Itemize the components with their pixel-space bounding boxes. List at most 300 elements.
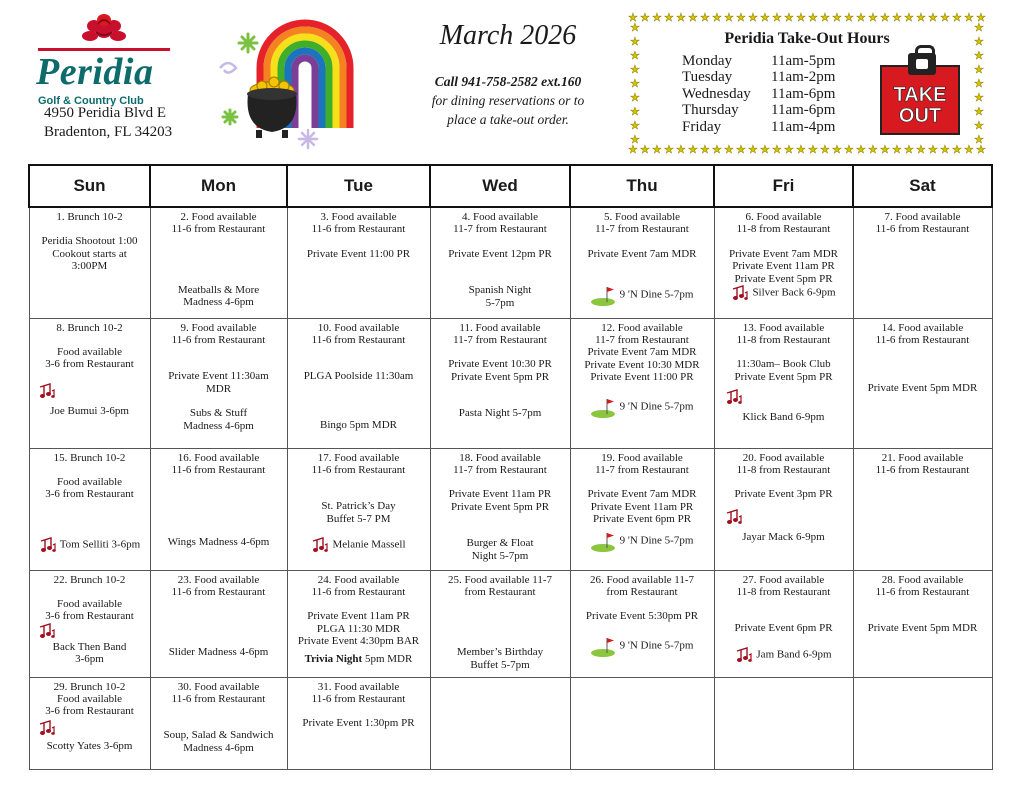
cell-line: Private Event 7am MDR — [587, 488, 697, 501]
star-icon: ★ — [736, 144, 746, 156]
empty-day-cell — [430, 677, 570, 769]
cell-line: Buffet 5-7pm — [470, 658, 530, 671]
cell-line: Private Event 7am MDR — [587, 346, 697, 359]
day-cell-3 — [287, 207, 430, 318]
star-icon: ★ — [676, 12, 686, 24]
day-cell-12 — [570, 318, 714, 448]
cell-line: Madness 4-6pm — [183, 741, 254, 754]
cell-line: Private Event 11am PR — [448, 488, 552, 501]
cell-line: 9 'N Dine 5-7pm — [573, 530, 712, 552]
star-icon: ★ — [736, 12, 746, 24]
weekday-wed: Wed — [430, 165, 570, 207]
cell-line: 9 'N Dine 5-7pm — [573, 396, 712, 418]
cell-line: 11-6 from Restaurant — [171, 333, 266, 346]
cell-line: 11-8 from Restaurant — [736, 463, 831, 476]
star-icon: ★ — [880, 144, 890, 156]
star-icon: ★ — [688, 144, 698, 156]
hours-time: 11am-4pm — [771, 118, 836, 135]
star-icon: ★ — [808, 12, 818, 24]
empty-day-cell — [714, 677, 853, 769]
day-cell-4 — [430, 207, 570, 318]
cell-line: 11-6 from Restaurant — [875, 585, 970, 598]
cell-line: 11-6 from Restaurant — [311, 585, 406, 598]
cell-line: 11-6 from Restaurant — [171, 463, 266, 476]
calendar-grid — [28, 164, 993, 770]
call-phone: Call 941-758-2582 ext.160 — [434, 74, 582, 89]
cell-line: 24. Food available — [317, 573, 400, 586]
cell-line: 3:00PM — [71, 260, 108, 273]
cell-line: 11-6 from Restaurant — [311, 333, 406, 346]
cell-line: 3. Food available — [320, 211, 397, 223]
cell-line: Tom Selliti 3-6pm — [32, 537, 148, 553]
cell-line: Private Event 5:30pm PR — [585, 610, 699, 623]
cell-line: 11:30am– Book Club — [736, 358, 831, 371]
cell-line: 27. Food available — [742, 573, 825, 586]
star-icon: ★ — [916, 144, 926, 156]
weekday-mon: Mon — [150, 165, 287, 207]
golf-flag-icon — [591, 635, 617, 657]
star-icon: ★ — [856, 12, 866, 24]
badge-line-2: OUT — [898, 105, 942, 127]
star-icon: ★ — [796, 144, 806, 156]
star-icon: ★ — [700, 144, 710, 156]
cell-line: 2. Food available — [180, 211, 257, 223]
cell-line: 11-7 from Restaurant — [595, 333, 689, 346]
hours-day: Wednesday — [682, 85, 751, 102]
cell-line: Private Event 5pm MDR — [867, 622, 978, 635]
cell-line: 28. Food available — [881, 573, 964, 586]
star-icon: ★ — [844, 12, 854, 24]
cell-line: 11-7 from Restaurant — [453, 223, 547, 236]
day-cell-23 — [150, 570, 287, 677]
cell-line: Klick Band 6-9pm — [742, 411, 825, 424]
day-cell-31 — [287, 677, 430, 769]
cell-line: Private Event 11am PR — [590, 500, 694, 513]
cell-line: 11-8 from Restaurant — [736, 585, 831, 598]
day-cell-17 — [287, 448, 430, 570]
cell-line: 7. Food available — [884, 211, 961, 223]
takeout-badge-text — [882, 85, 958, 127]
cell-line: Joe Bumui 3-6pm — [50, 404, 129, 417]
cell-line: Private Event 10:30 MDR — [584, 358, 700, 371]
star-icon: ★ — [974, 22, 984, 34]
day-cell-21 — [853, 448, 992, 570]
day-cell-19 — [570, 448, 714, 570]
day-cell-5 — [570, 207, 714, 318]
star-icon: ★ — [808, 144, 818, 156]
week-row — [29, 448, 992, 570]
star-icon: ★ — [630, 64, 640, 76]
week-row — [29, 677, 992, 769]
cell-line: St. Patrick’s Day — [321, 500, 396, 513]
star-icon: ★ — [916, 12, 926, 24]
star-icon: ★ — [974, 36, 984, 48]
cell-line: PLGA 11:30 MDR — [316, 622, 401, 635]
cell-line: Food available — [56, 692, 123, 705]
cell-line: Private Event 6pm PR — [592, 513, 692, 526]
cell-line: Wings Madness 4-6pm — [167, 536, 270, 549]
cell-line: 3-6 from Restaurant — [45, 705, 134, 718]
cell-line: Private Event 11am PR — [732, 260, 835, 273]
cell-line: 21. Food available — [881, 451, 964, 464]
badge-line-1: TAKE — [893, 84, 947, 106]
star-icon: ★ — [820, 144, 830, 156]
day-cell-7 — [853, 207, 992, 318]
music-notes-icon — [38, 623, 56, 639]
cell-line: Silver Back 6-9pm — [717, 285, 851, 301]
day-cell-26 — [570, 570, 714, 677]
star-icon: ★ — [784, 12, 794, 24]
star-icon: ★ — [940, 12, 950, 24]
cell-line: Private Event 5pm PR — [734, 370, 833, 383]
cell-line: 20. Food available — [742, 451, 825, 464]
cell-line: Peridia Shootout 1:00 — [41, 235, 138, 248]
hours-day: Tuesday — [682, 69, 733, 86]
club-address — [44, 104, 172, 142]
logo-subtitle: Golf & Country Club — [38, 95, 144, 107]
star-icon: ★ — [664, 12, 674, 24]
cell-line: Madness 4-6pm — [183, 296, 254, 309]
star-border-top — [628, 12, 986, 24]
cell-line: Meatballs & More — [177, 283, 260, 296]
star-icon: ★ — [628, 144, 638, 156]
cell-line: 19. Food available — [601, 451, 683, 464]
golf-flag-icon — [591, 396, 617, 418]
hours-row — [682, 119, 835, 135]
cell-line: Private Event 11:00 PR — [590, 371, 694, 384]
cell-line: Private Event 6pm PR — [734, 622, 833, 635]
star-icon: ★ — [974, 78, 984, 90]
star-icon: ★ — [832, 144, 842, 156]
cell-line: Private Event 1:30pm PR — [302, 717, 415, 730]
hours-time: 11am-6pm — [771, 102, 836, 119]
star-icon: ★ — [904, 12, 914, 24]
star-icon: ★ — [904, 144, 914, 156]
cell-line: Private Event 11am PR — [307, 610, 410, 623]
day-cell-20 — [714, 448, 853, 570]
cell-line: 11-6 from Restaurant — [311, 463, 406, 476]
day-cell-16 — [150, 448, 287, 570]
cell-line: 18. Food available — [459, 451, 541, 464]
cell-line: 5-7pm — [485, 296, 515, 309]
day-cell-25 — [430, 570, 570, 677]
call-info — [398, 72, 618, 129]
day-cell-2 — [150, 207, 287, 318]
cell-line: 11-6 from Restaurant — [311, 223, 406, 236]
cell-line: from Restaurant — [464, 585, 536, 598]
star-icon: ★ — [784, 144, 794, 156]
star-icon: ★ — [630, 50, 640, 62]
music-notes-icon — [38, 383, 56, 399]
star-icon: ★ — [688, 12, 698, 24]
day-cell-24 — [287, 570, 430, 677]
star-icon: ★ — [974, 106, 984, 118]
star-icon: ★ — [630, 134, 640, 146]
star-icon: ★ — [724, 144, 734, 156]
cell-line: 11-6 from Restaurant — [171, 692, 266, 705]
star-icon: ★ — [964, 144, 974, 156]
star-icon: ★ — [630, 22, 640, 34]
cell-line: Subs & Stuff — [189, 407, 248, 420]
music-notes-icon — [725, 509, 743, 525]
star-icon: ★ — [628, 12, 638, 24]
star-icon: ★ — [974, 92, 984, 104]
cell-line: Private Event 3pm PR — [734, 488, 833, 501]
cell-line: 15. Brunch 10-2 — [53, 451, 126, 464]
cell-line: 30. Food available — [177, 680, 260, 693]
star-icon: ★ — [892, 144, 902, 156]
week-row — [29, 207, 992, 318]
star-icon: ★ — [974, 120, 984, 132]
day-cell-9 — [150, 318, 287, 448]
hours-day: Friday — [682, 118, 722, 135]
cell-line: 1. Brunch 10-2 — [56, 211, 123, 223]
cell-line: Member’s Birthday — [456, 646, 544, 659]
hours-time: 11am-2pm — [771, 69, 836, 86]
cell-line: 22. Brunch 10-2 — [53, 573, 126, 586]
cell-line: 3-6 from Restaurant — [45, 488, 134, 501]
call-line-2: for dining reservations or to — [431, 93, 585, 108]
weekday-fri: Fri — [714, 165, 853, 207]
cell-line: 6. Food available — [745, 211, 822, 223]
hours-time: 11am-5pm — [771, 53, 836, 69]
star-icon: ★ — [974, 134, 984, 146]
day-cell-1 — [29, 207, 150, 318]
cell-line: Private Event 12pm PR — [448, 247, 552, 260]
cell-line: Slider Madness 4-6pm — [168, 646, 269, 659]
cell-line: Private Event 10:30 PR — [448, 358, 552, 371]
cell-line: 11-8 from Restaurant — [736, 333, 831, 346]
cell-line: 9. Food available — [180, 321, 257, 334]
star-icon: ★ — [952, 144, 962, 156]
address-line-2: Bradenton, FL 34203 — [44, 124, 173, 140]
takeout-hours-box — [628, 12, 986, 156]
star-icon: ★ — [712, 12, 722, 24]
trivia-night-label: Trivia Night — [304, 652, 363, 665]
star-icon: ★ — [630, 120, 640, 132]
music-notes-icon — [311, 537, 329, 553]
trivia-night-detail: 5pm MDR — [362, 652, 413, 665]
day-cell-11 — [430, 318, 570, 448]
cell-line: 26. Food available 11-7 — [589, 573, 695, 586]
cell-line: 11-6 from Restaurant — [875, 223, 970, 236]
star-icon: ★ — [640, 144, 650, 156]
cell-line: 11-6 from Restaurant — [875, 333, 970, 346]
cell-line: Private Event 11:00 PR — [306, 247, 411, 260]
empty-day-cell — [570, 677, 714, 769]
cell-line: 14. Food available — [881, 321, 964, 334]
day-cell-30 — [150, 677, 287, 769]
cell-line: Private Event 7am MDR — [587, 247, 697, 260]
cell-line: Cookout starts at — [52, 247, 127, 260]
star-icon: ★ — [820, 12, 830, 24]
cell-line — [290, 653, 428, 665]
month-title: March 2026 — [439, 20, 577, 51]
cell-line: Madness 4-6pm — [183, 419, 254, 432]
weekday-sun: Sun — [29, 165, 150, 207]
star-icon: ★ — [796, 12, 806, 24]
star-icon: ★ — [952, 12, 962, 24]
hours-time: 11am-6pm — [771, 85, 836, 102]
weekday-tue: Tue — [287, 165, 430, 207]
day-cell-29 — [29, 677, 150, 769]
star-icon: ★ — [974, 50, 984, 62]
week-row — [29, 570, 992, 677]
star-icon: ★ — [676, 144, 686, 156]
cell-line: 11-6 from Restaurant — [311, 692, 406, 705]
star-icon: ★ — [630, 36, 640, 48]
rainbow-pot-of-gold-icon — [214, 18, 364, 154]
cell-line: 31. Food available — [317, 680, 400, 693]
star-icon: ★ — [724, 12, 734, 24]
weekday-sat: Sat — [853, 165, 992, 207]
cell-line: 25. Food available 11-7 — [447, 573, 553, 586]
cell-line: 3-6 from Restaurant — [45, 610, 134, 623]
hours-day: Thursday — [682, 102, 739, 119]
cell-line: 3-6 from Restaurant — [45, 358, 134, 371]
cell-line: 13. Food available — [742, 321, 825, 334]
cell-line: 11-7 from Restaurant — [595, 223, 689, 236]
cell-line: Soup, Salad & Sandwich — [163, 729, 274, 742]
star-icon: ★ — [856, 144, 866, 156]
cell-line: 11-6 from Restaurant — [171, 585, 266, 598]
star-icon: ★ — [964, 12, 974, 24]
star-icon: ★ — [868, 12, 878, 24]
cell-line: 11-8 from Restaurant — [736, 223, 831, 236]
cell-line: 17. Food available — [317, 451, 400, 464]
star-icon: ★ — [976, 144, 986, 156]
cell-line: Jam Band 6-9pm — [717, 647, 851, 663]
day-cell-10 — [287, 318, 430, 448]
star-icon: ★ — [880, 12, 890, 24]
star-icon: ★ — [630, 92, 640, 104]
rose-logo-icon — [80, 12, 128, 50]
cell-line: Jayar Mack 6-9pm — [742, 530, 825, 543]
cell-line: Scotty Yates 3-6pm — [46, 739, 133, 752]
takeout-bag-icon — [880, 65, 960, 135]
music-notes-icon — [39, 537, 57, 553]
cell-line: 11-6 from Restaurant — [171, 223, 266, 236]
hours-row — [682, 102, 835, 118]
star-icon: ★ — [748, 12, 758, 24]
day-cell-22 — [29, 570, 150, 677]
star-icon: ★ — [928, 144, 938, 156]
cell-line: from Restaurant — [606, 585, 678, 598]
cell-line: Private Event 5pm PR — [450, 370, 550, 383]
cell-line: Spanish Night — [468, 284, 532, 297]
star-icon: ★ — [844, 144, 854, 156]
cell-line: Private Event 5pm MDR — [867, 382, 978, 395]
star-icon: ★ — [772, 12, 782, 24]
empty-day-cell — [853, 677, 992, 769]
cell-line: MDR — [205, 382, 232, 395]
day-cell-15 — [29, 448, 150, 570]
cell-line: 29. Brunch 10-2 — [53, 680, 126, 693]
music-notes-icon — [735, 647, 753, 663]
cell-line: Food available — [56, 597, 123, 610]
star-icon: ★ — [748, 144, 758, 156]
cell-line: Food available — [56, 475, 123, 488]
star-icon: ★ — [630, 106, 640, 118]
bag-graphic — [908, 53, 936, 75]
cell-line: Night 5-7pm — [471, 549, 529, 562]
star-icon: ★ — [772, 144, 782, 156]
cell-line: 3-6pm — [75, 653, 104, 666]
star-icon: ★ — [700, 12, 710, 24]
takeout-title: Peridia Take-Out Hours — [724, 30, 890, 47]
day-cell-18 — [430, 448, 570, 570]
star-icon: ★ — [760, 144, 770, 156]
star-icon: ★ — [652, 12, 662, 24]
cell-line: Private Event 5pm PR — [450, 500, 550, 513]
hours-row — [682, 69, 835, 85]
star-icon: ★ — [640, 12, 650, 24]
star-icon: ★ — [712, 144, 722, 156]
cell-line: Private Event 7am MDR — [728, 247, 839, 260]
day-cell-14 — [853, 318, 992, 448]
cell-line: Food available — [56, 345, 123, 358]
cell-line: Back Then Band — [52, 640, 127, 653]
star-icon: ★ — [868, 144, 878, 156]
weekday-header-row — [29, 165, 992, 207]
star-icon: ★ — [974, 64, 984, 76]
golf-flag-icon — [591, 530, 617, 552]
star-icon: ★ — [652, 144, 662, 156]
golf-flag-icon — [591, 284, 617, 306]
star-icon: ★ — [928, 12, 938, 24]
cell-line: Burger & Float — [466, 537, 534, 550]
logo-name: Peridia — [36, 51, 154, 93]
star-icon: ★ — [664, 144, 674, 156]
cell-line: 5. Food available — [603, 211, 681, 223]
day-cell-6 — [714, 207, 853, 318]
cell-line: Pasta Night 5-7pm — [458, 407, 542, 420]
cell-line: 12. Food available — [601, 321, 683, 334]
star-icon: ★ — [940, 144, 950, 156]
day-cell-27 — [714, 570, 853, 677]
hours-day: Monday — [682, 53, 732, 69]
hours-row — [682, 53, 835, 69]
weekday-thu: Thu — [570, 165, 714, 207]
music-notes-icon — [38, 720, 56, 736]
cell-line: 11-6 from Restaurant — [875, 463, 970, 476]
address-line-1: 4950 Peridia Blvd E — [44, 105, 167, 121]
cell-line: 16. Food available — [177, 451, 260, 464]
cell-line: Private Event 5pm PR — [734, 272, 833, 285]
day-cell-28 — [853, 570, 992, 677]
cell-line: 11-7 from Restaurant — [453, 463, 547, 476]
cell-line: 9 'N Dine 5-7pm — [573, 284, 712, 306]
cell-line: 10. Food available — [317, 321, 400, 334]
star-border-bottom — [628, 144, 986, 156]
week-row — [29, 318, 992, 448]
day-cell-8 — [29, 318, 150, 448]
cell-line: Private Event 11:30am — [168, 370, 269, 383]
cell-line: 4. Food available — [461, 211, 539, 223]
cell-line: Melanie Massell — [290, 537, 428, 553]
star-icon: ★ — [976, 12, 986, 24]
star-icon: ★ — [760, 12, 770, 24]
cell-line: Buffet 5-7 PM — [326, 512, 391, 525]
star-icon: ★ — [832, 12, 842, 24]
hours-row — [682, 86, 835, 102]
cell-line: 23. Food available — [177, 573, 260, 586]
cell-line: 8. Brunch 10-2 — [56, 321, 123, 334]
cell-line: Private Event 4:30pm BAR — [297, 635, 420, 648]
music-notes-icon — [725, 389, 743, 405]
cell-line: Bingo 5pm MDR — [319, 418, 397, 431]
cell-line: 11. Food available — [459, 321, 541, 334]
